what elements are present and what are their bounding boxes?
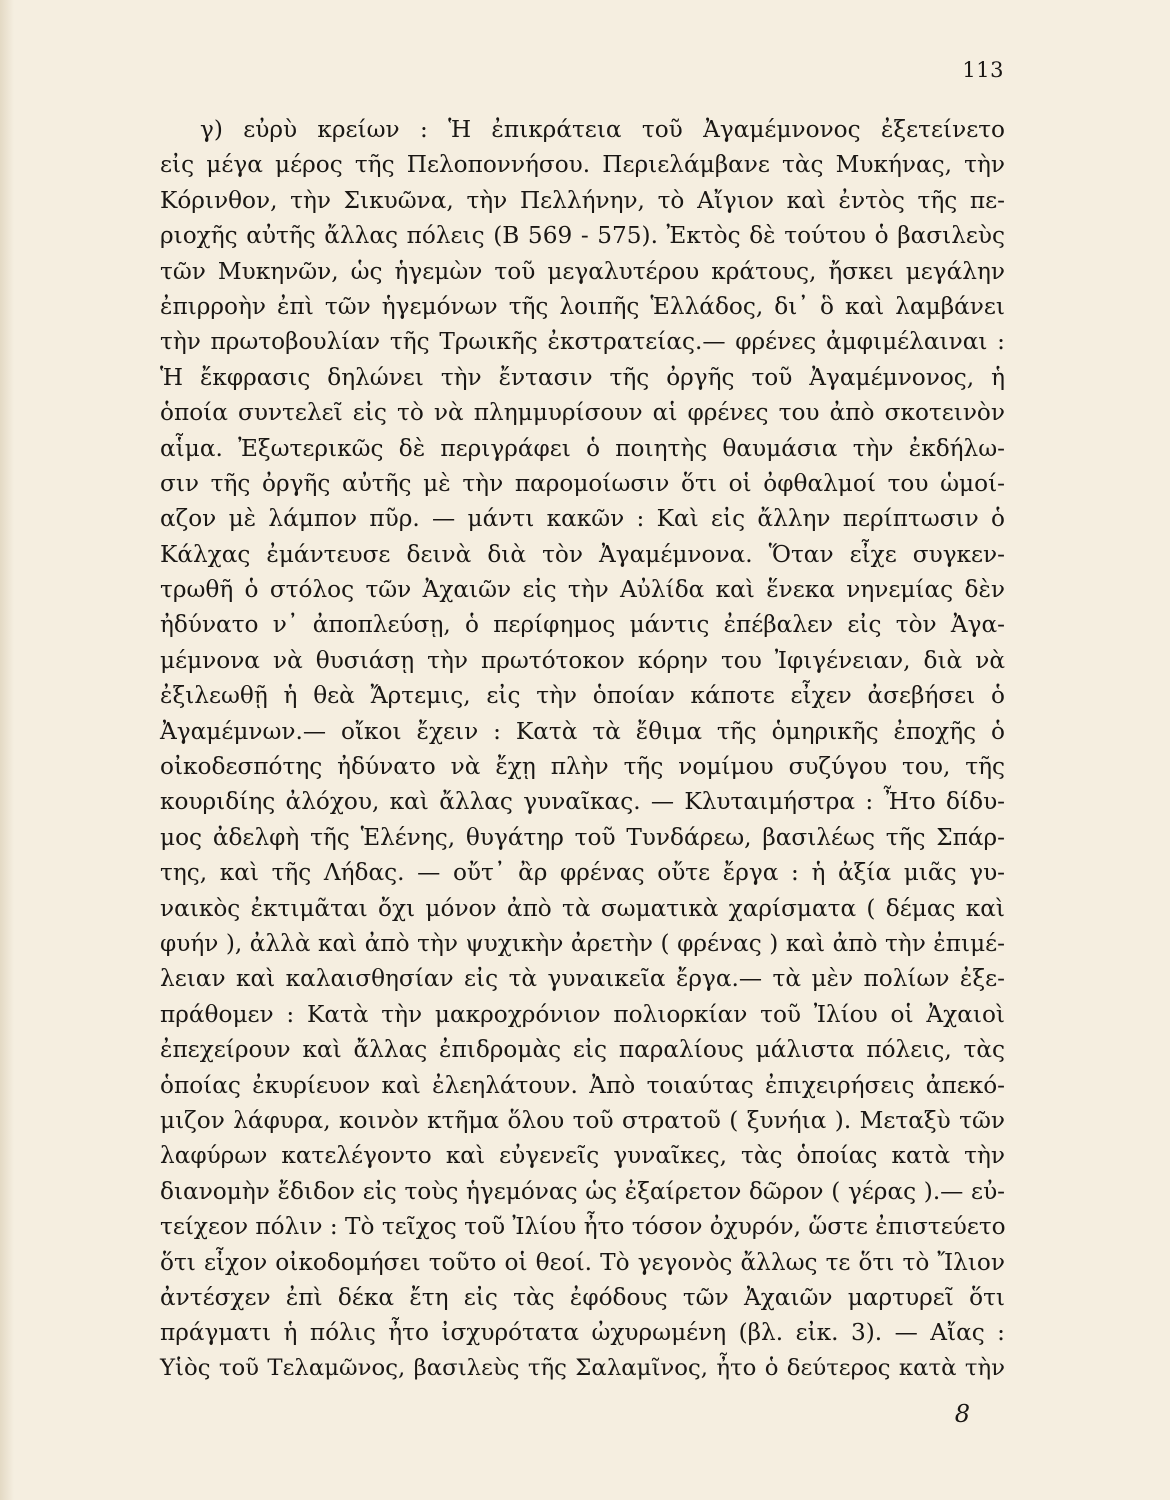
text-line: τείχεον πόλιν : Τὸ τεῖχος τοῦ Ἰλίου ἦτο τόσον ὀχυρόν, ὥστε ἐπιστεύετο bbox=[160, 1213, 1006, 1241]
text-line: Υἱὸς τοῦ Τελαμῶνος, βασιλεὺς τῆς Σαλαμῖνος, ἦτο ὁ δεύτερος κατὰ τὴν bbox=[160, 1354, 1005, 1381]
text-line: αἷμα. Ἐξωτερικῶς δὲ περιγράφει ὁ ποιητὴς θαυμάσια τὴν ἐκδήλω- bbox=[160, 434, 1005, 462]
text-line: λειαν καὶ καλαισθησίαν εἰς τὰ γυναικεῖα ἔργα.— τὰ μὲν πολίων ἐξε- bbox=[160, 965, 1005, 993]
text-line: Ἀγαμέμνων.— οἴκοι ἔχειν : Κατὰ τὰ ἔθιμα τῆς ὁμηρικῆς ἐποχῆς ὁ bbox=[160, 717, 1005, 745]
text-line: Κάλχας ἐμάντευσε δεινὰ διὰ τὸν Ἀγαμέμνονα. Ὅταν εἶχε συγκεν- bbox=[160, 540, 1005, 568]
text-line: μιζον λάφυρα, κοινὸν κτῆμα ὅλου τοῦ στρατοῦ ( ξυνήια ). Μεταξὺ τῶν bbox=[160, 1106, 1005, 1134]
text-line: ὁποίας ἐκυρίευον καὶ ἐλεηλάτουν. Ἀπὸ τοιαύτας ἐπιχειρήσεις ἀπεκό- bbox=[160, 1071, 1005, 1099]
text-line: ὅτι εἶχον οἰκοδομήσει τοῦτο οἱ θεοί. Τὸ γεγονὸς ἄλλως τε ὅτι τὸ Ἴλιον bbox=[160, 1248, 1005, 1276]
text-line: ἐξιλεωθῇ ἡ θεὰ Ἄρτεμις, εἰς τὴν ὁποίαν κάποτε εἶχεν ἀσεβήσει ὁ bbox=[160, 682, 1005, 710]
commentary-body bbox=[160, 112, 1005, 1386]
text-line: ἐπιρροὴν ἐπὶ τῶν ἡγεμόνων τῆς λοιπῆς Ἑλλάδος, δι᾽ ὃ καὶ λαμβάνει bbox=[160, 292, 1005, 320]
text-line: ἀντέσχεν ἐπὶ δέκα ἔτη εἰς τὰς ἐφόδους τῶν Ἀχαιῶν μαρτυρεῖ ὅτι bbox=[160, 1283, 1005, 1311]
text-line: οἰκοδεσπότης ἠδύνατο νὰ ἔχῃ πλὴν τῆς νομίμου συζύγου του, τῆς bbox=[160, 753, 1005, 781]
text-line: κουριδίης ἀλόχου, καὶ ἄλλας γυναῖκας. — Κλυταιμήστρα : Ἦτο δίδυ- bbox=[160, 788, 1005, 816]
text-line: πράγματι ἡ πόλις ἦτο ἰσχυρότατα ὠχυρωμένη (βλ. εἰκ. 3). — Αἴας : bbox=[160, 1319, 1005, 1347]
text-line: τῶν Μυκηνῶν, ὡς ἡγεμὼν τοῦ μεγαλυτέρου κράτους, ἤσκει μεγάλην bbox=[160, 257, 1005, 285]
text-line: λαφύρων κατελέγοντο καὶ εὐγενεῖς γυναῖκες, τὰς ὁποίας κατὰ τὴν bbox=[160, 1142, 1005, 1170]
text-line: τὴν πρωτοβουλίαν τῆς Τρωικῆς ἐκστρατείας.— φρένες ἀμφιμέλαιναι : bbox=[160, 328, 1005, 356]
text-line: της, καὶ τῆς Λήδας. — οὔτ᾽ ἂρ φρένας οὔτε ἔργα : ἡ ἀξία μιᾶς γυ- bbox=[160, 859, 1005, 887]
text-line: Ἡ ἔκφρασις δηλώνει τὴν ἔντασιν τῆς ὀργῆς τοῦ Ἀγαμέμνονος, ἡ bbox=[160, 363, 1005, 391]
text-line: τρωθῆ ὁ στόλος τῶν Ἀχαιῶν εἰς τὴν Αὐλίδα καὶ ἕνεκα νηνεμίας δὲν bbox=[160, 576, 1005, 604]
text-line: ριοχῆς αὐτῆς ἄλλας πόλεις (Β 569 - 575). Ἐκτὸς δὲ τούτου ὁ βασιλεὺς bbox=[160, 222, 1005, 250]
text-line: φυήν ), ἀλλὰ καὶ ἀπὸ τὴν ψυχικὴν ἀρετὴν ( φρένας ) καὶ ἀπὸ τὴν ἐπιμέ- bbox=[160, 929, 1005, 957]
text-line: ὁποία συντελεῖ εἰς τὸ νὰ πλημμυρίσουν αἱ φρένες του ἀπὸ σκοτεινὸν bbox=[160, 399, 1005, 427]
text-line: διανομὴν ἔδιδον εἰς τοὺς ἡγεμόνας ὡς ἐξαίρετον δῶρον ( γέρας ).— εὐ- bbox=[160, 1177, 1005, 1205]
text-line: σιν τῆς ὀργῆς αὐτῆς μὲ τὴν παρομοίωσιν ὅτι οἱ ὀφθαλμοί του ὡμοί- bbox=[160, 469, 1005, 497]
page-edge-shadow bbox=[0, 0, 14, 1500]
text-line: αζον μὲ λάμπον πῦρ. — μάντι κακῶν : Καὶ εἰς ἄλλην περίπτωσιν ὁ bbox=[160, 505, 1005, 533]
signature-mark: 8 bbox=[954, 1400, 970, 1428]
text-line: μος ἀδελφὴ τῆς Ἑλένης, θυγάτηρ τοῦ Τυνδάρεω, βασιλέως τῆς Σπάρ- bbox=[160, 823, 1005, 851]
text-line: ἐπεχείρουν καὶ ἄλλας ἐπιδρομὰς εἰς παραλίους μάλιστα πόλεις, τὰς bbox=[160, 1036, 1005, 1064]
text-line: ναικὸς ἐκτιμᾶται ὄχι μόνον ἀπὸ τὰ σωματικὰ χαρίσματα ( δέμας καὶ bbox=[160, 894, 1005, 922]
text-line: εἰς μέγα μέρος τῆς Πελοποννήσου. Περιελάμβανε τὰς Μυκήνας, τὴν bbox=[160, 151, 1005, 179]
text-line: πράθομεν : Κατὰ τὴν μακροχρόνιον πολιορκίαν τοῦ Ἰλίου οἱ Ἀχαιοὶ bbox=[160, 1000, 1005, 1028]
text-line: ἠδύνατο ν᾽ ἀποπλεύσῃ, ὁ περίφημος μάντις ἐπέβαλεν εἰς τὸν Ἀγα- bbox=[160, 611, 1005, 639]
text-line: μέμνονα νὰ θυσιάσῃ τὴν πρωτότοκον κόρην του Ἰφιγένειαν, διὰ νὰ bbox=[160, 646, 1005, 674]
page-number: 113 bbox=[962, 58, 1004, 82]
text-line: Κόρινθον, τὴν Σικυῶνα, τὴν Πελλήνην, τὸ Αἴγιον καὶ ἐντὸς τῆς πε- bbox=[160, 186, 1005, 214]
text-line: γ) εὐρὺ κρείων : Ἡ ἐπικράτεια τοῦ Ἀγαμέμνονος ἐξετείνετο bbox=[200, 116, 1005, 143]
